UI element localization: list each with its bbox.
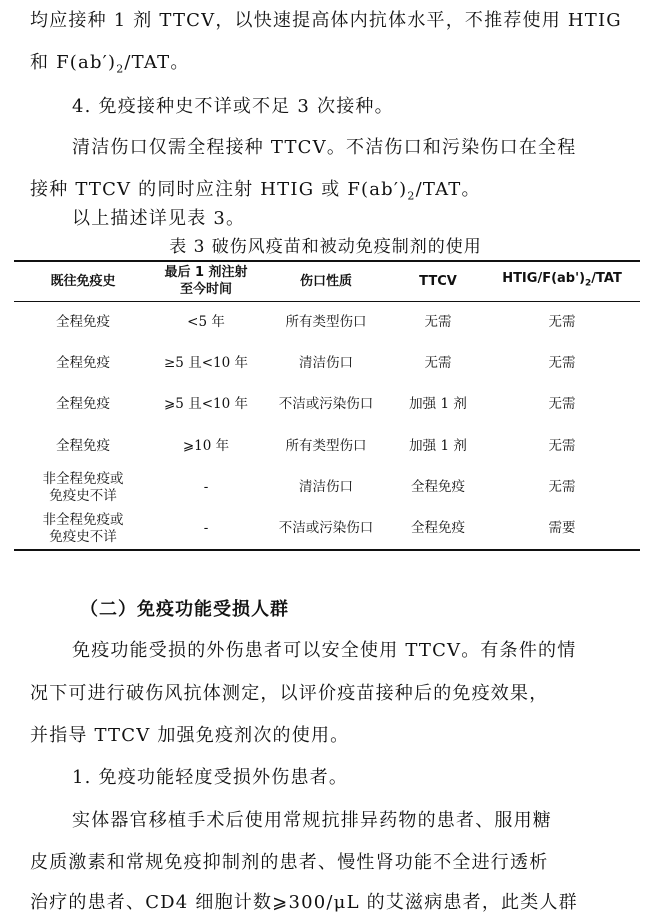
cell-wound: 所有类型伤口 <box>285 437 367 454</box>
cell-history-line1: 非全程免疫或 <box>42 511 124 528</box>
cell-history-line1: 全程免疫 <box>56 313 110 330</box>
table-row <box>14 343 640 385</box>
list-item-4: 4. 免疫接种史不详或不足 3 次接种。 <box>72 96 394 117</box>
table-row <box>14 509 640 551</box>
cell-ttcv: 全程免疫 <box>392 509 484 551</box>
paragraph-line <box>30 175 481 203</box>
cell-time: ≥5 且<10 年 <box>164 354 248 371</box>
cell-wound: 所有类型伤口 <box>285 313 367 330</box>
vaccine-usage-table <box>14 260 640 551</box>
cell-ttcv: 加强 1 剂 <box>409 437 467 454</box>
cell-ttcv: 无需 <box>424 313 452 330</box>
table-header-row <box>14 261 640 301</box>
cell-time: - <box>203 479 209 496</box>
cell-history <box>14 301 152 343</box>
cell-history <box>14 509 152 551</box>
cell-passive: 需要 <box>484 509 640 551</box>
cell-wound: 不洁或污染伤口 <box>278 396 374 413</box>
cell-wound: 清洁伤口 <box>299 479 353 496</box>
paragraph-line: 皮质激素和常规免疫抑制剂的患者、慢性肾功能不全进行透析 <box>30 852 549 873</box>
table-row <box>14 426 640 468</box>
header-last-dose-line2: 至今时间 <box>179 282 232 298</box>
table-caption: 表 3 破伤风疫苗和被动免疫制剂的使用 <box>169 237 482 257</box>
cell-history <box>14 467 152 509</box>
cell-time: ⩾10 年 <box>182 437 230 454</box>
table-row <box>14 301 640 343</box>
text-span: /TAT。 <box>415 179 481 200</box>
cell-history <box>14 384 152 426</box>
header-history: 既往免疫史 <box>14 261 152 301</box>
section-heading: （二）免疫功能受损人群 <box>80 599 289 620</box>
cell-history <box>14 426 152 468</box>
cell-history-line1: 全程免疫 <box>56 354 110 371</box>
text-span: /TAT <box>591 270 622 286</box>
header-ttcv: TTCV <box>392 261 484 301</box>
paragraph-line: 治疗的患者、CD4 细胞计数⩾300/μL 的艾滋病患者，此类人群 <box>30 892 578 913</box>
table-row <box>14 467 640 509</box>
text-span: 和 F(ab′) <box>30 52 117 73</box>
subscript: 2 <box>407 189 416 203</box>
cell-passive: 无需 <box>548 479 576 496</box>
cell-passive: 无需 <box>548 437 576 454</box>
paragraph-line: 并指导 TTCV 加强免疫剂次的使用。 <box>30 725 350 746</box>
header-last-dose-line1: 最后 1 剂注射 <box>164 265 248 281</box>
cell-history-line1: 全程免疫 <box>56 396 110 413</box>
text-span: HTIG/F(ab') <box>502 270 586 286</box>
paragraph-line: 均应接种 1 剂 TTCV，以快速提高体内抗体水平，不推荐使用 HTIG <box>30 10 622 31</box>
paragraph-line: 况下可进行破伤风抗体测定，以评价疫苗接种后的免疫效果， <box>30 683 549 704</box>
text-span: 接种 TTCV 的同时应注射 HTIG 或 F(ab′) <box>30 179 408 200</box>
cell-history-line2: 免疫史不详 <box>49 528 117 545</box>
cell-wound: 不洁或污染伤口 <box>260 509 392 551</box>
cell-ttcv: 加强 1 剂 <box>409 396 467 413</box>
cell-passive: 无需 <box>548 354 576 371</box>
cell-ttcv: 无需 <box>424 354 452 371</box>
cell-history-line1: 非全程免疫或 <box>42 470 124 487</box>
header-last-dose <box>152 261 260 301</box>
table-reference: 以上描述详见表 3。 <box>72 208 246 229</box>
cell-time: - <box>152 509 260 551</box>
cell-passive: 无需 <box>548 313 576 330</box>
cell-ttcv: 全程免疫 <box>411 479 465 496</box>
header-wound: 伤口性质 <box>260 261 392 301</box>
text-span: /TAT。 <box>124 52 190 73</box>
header-passive-immunization <box>484 261 640 301</box>
cell-history-line1: 全程免疫 <box>56 437 110 454</box>
paragraph-line: 免疫功能受损的外伤患者可以安全使用 TTCV。有条件的情 <box>72 640 577 661</box>
cell-passive: 无需 <box>548 396 576 413</box>
paragraph-line: 清洁伤口仅需全程接种 TTCV。不洁伤口和污染伤口在全程 <box>72 137 577 158</box>
cell-history <box>14 343 152 385</box>
cell-history-line2: 免疫史不详 <box>49 487 117 504</box>
cell-time: <5 年 <box>187 313 225 330</box>
cell-time: ⩾5 且<10 年 <box>164 396 248 413</box>
paragraph-line: 实体器官移植手术后使用常规抗排异药物的患者、服用糖 <box>72 810 552 831</box>
table-row <box>14 384 640 426</box>
subscript: 2 <box>116 62 125 76</box>
list-item-1: 1. 免疫功能轻度受损外伤患者。 <box>72 767 349 788</box>
paragraph-line <box>30 48 190 76</box>
subscript: 2 <box>585 278 592 289</box>
cell-wound: 清洁伤口 <box>299 354 353 371</box>
